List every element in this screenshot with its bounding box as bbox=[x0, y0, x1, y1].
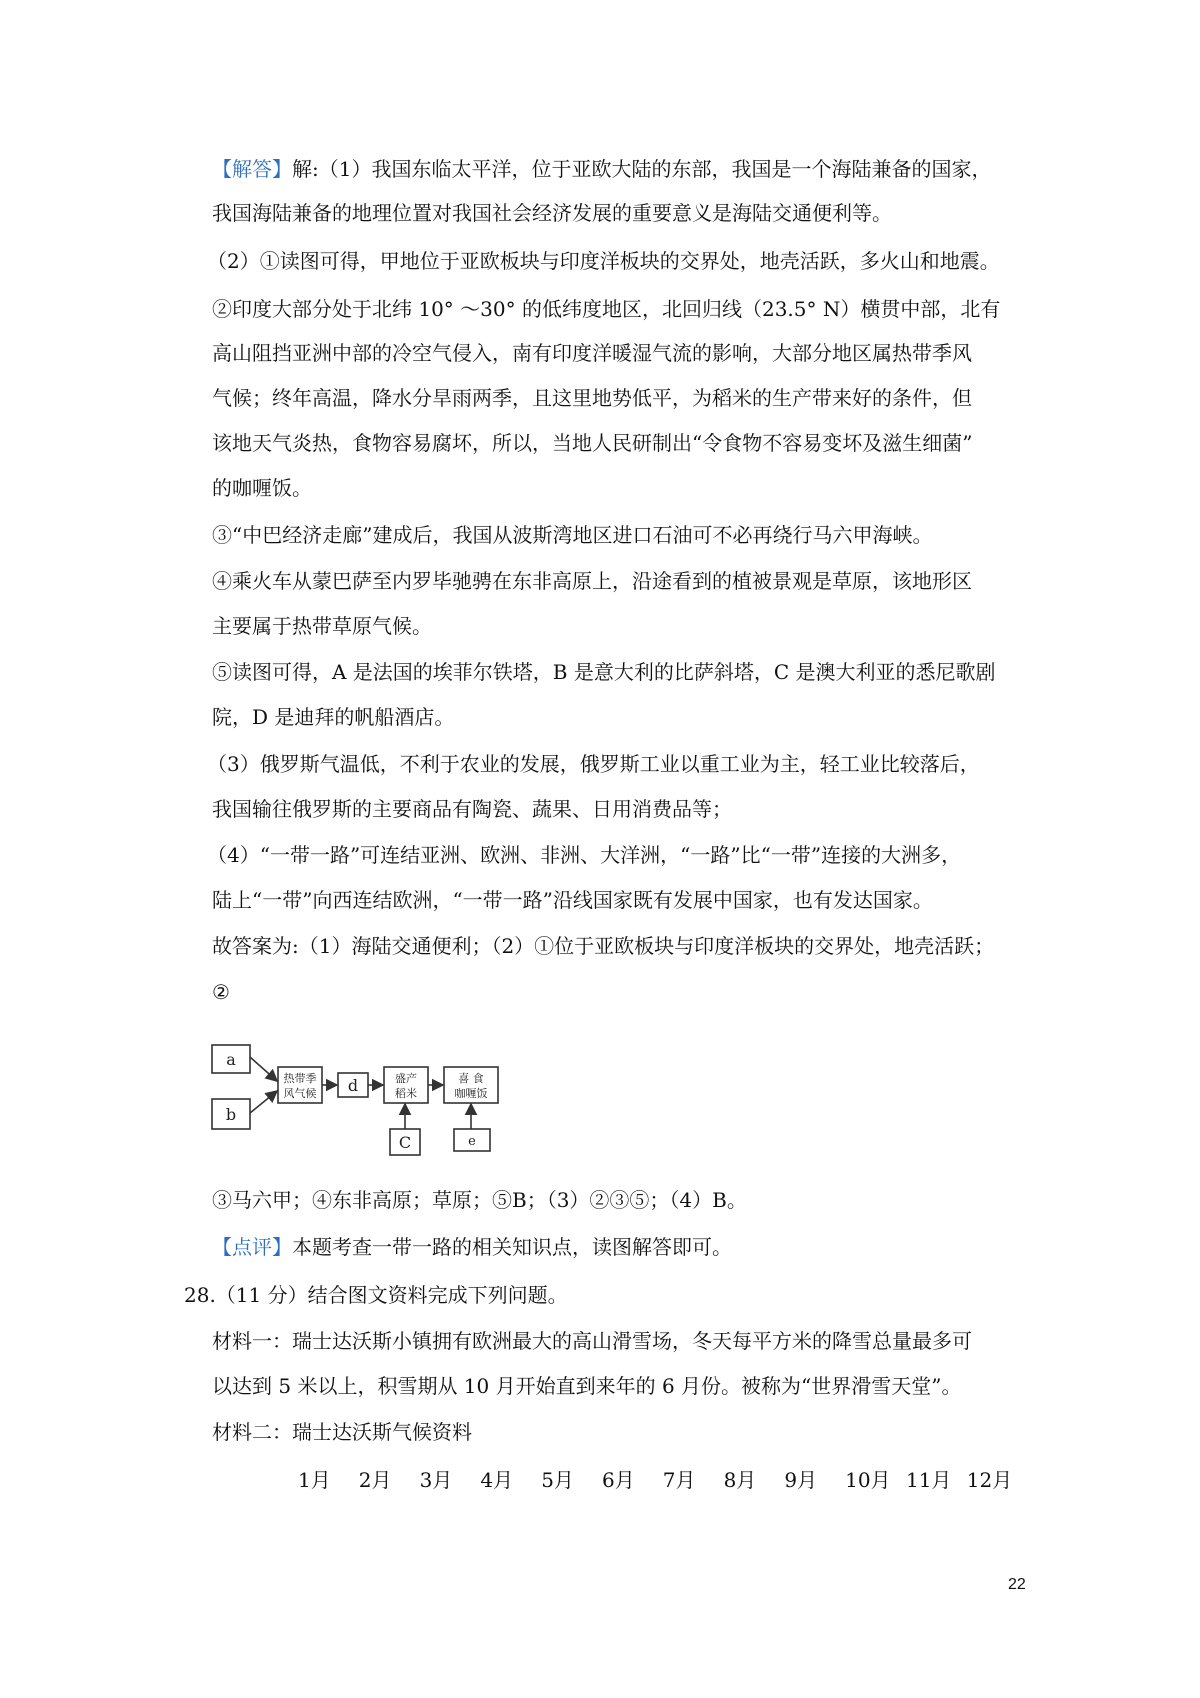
flow-diagram bbox=[210, 1043, 500, 1159]
answer-tag: 【解答】 bbox=[212, 157, 292, 181]
material-two-text: 材料二：瑞士达沃斯气候资料 bbox=[212, 1420, 472, 1444]
final-answer-text: ③马六甲；④东非高原；草原；⑤B；（3）②③⑤；（4）B。 bbox=[212, 1188, 747, 1212]
diagram-label-rice: 稻米 bbox=[395, 1087, 417, 1100]
diagram-label-food: 咖喱饭 bbox=[454, 1087, 488, 1100]
month-label: 12月 bbox=[966, 1468, 1013, 1492]
diagram-label-a: a bbox=[226, 1050, 236, 1069]
diagram-label-e: e bbox=[468, 1134, 476, 1149]
diagram-arrow bbox=[250, 1091, 277, 1113]
month-label: 6月 bbox=[601, 1468, 635, 1492]
answer-text: （4）“一带一路”可连结亚洲、欧洲、非洲、大洋洲，“一路”比“一带”连接的大洲多， bbox=[207, 843, 962, 867]
month-label: 9月 bbox=[784, 1468, 818, 1492]
answer-text: ⑤读图可得，A 是法国的埃菲尔铁塔，B 是意大利的比萨斜塔，C 是澳大利亚的悉尼歌剧 bbox=[212, 660, 996, 684]
diagram-arrow bbox=[250, 1057, 277, 1081]
final-answer-text: 故答案为:（1）海陆交通便利；（2）①位于亚欧板块与印度洋板块的交界处，地壳活跃； bbox=[212, 934, 995, 958]
diagram-label-monsoon: 风气候 bbox=[283, 1087, 317, 1100]
answer-text: （3）俄罗斯气温低，不利于农业的发展，俄罗斯工业以重工业为主，轻工业比较落后， bbox=[207, 752, 980, 776]
month-label: 7月 bbox=[662, 1468, 696, 1492]
answer-text: 陆上“一带”向西连结欧洲，“一带一路”沿线国家既有发展中国家，也有发达国家。 bbox=[212, 888, 933, 912]
answer-text: 我国海陆兼备的地理位置对我国社会经济发展的重要意义是海陆交通便利等。 bbox=[212, 201, 892, 225]
month-label: 3月 bbox=[419, 1468, 453, 1492]
month-label: 2月 bbox=[358, 1468, 392, 1492]
month-label: 4月 bbox=[480, 1468, 514, 1492]
answer-text: 该地天气炎热，食物容易腐坏，所以，当地人民研制出“令食物不容易变坏及滋生细菌” bbox=[212, 431, 973, 455]
answer-text: （2）①读图可得，甲地位于亚欧板块与印度洋板块的交界处，地壳活跃，多火山和地震。 bbox=[207, 249, 1000, 273]
answer-text: ③“中巴经济走廊”建成后，我国从波斯湾地区进口石油可不必再绕行马六甲海峡。 bbox=[212, 523, 933, 547]
answer-text: 我国输往俄罗斯的主要商品有陶瓷、蔬果、日用消费品等； bbox=[212, 797, 732, 821]
question-heading: 28.（11 分）结合图文资料完成下列问题。 bbox=[184, 1283, 568, 1307]
month-label: 10月 bbox=[845, 1468, 891, 1492]
comment-text: 本题考查一带一路的相关知识点，读图解答即可。 bbox=[292, 1235, 732, 1259]
diagram-label-c: C bbox=[398, 1133, 412, 1152]
answer-text: 主要属于热带草原气候。 bbox=[212, 614, 432, 638]
month-label: 8月 bbox=[723, 1468, 757, 1492]
answer-text: 院，D 是迪拜的帆船酒店。 bbox=[212, 705, 455, 729]
month-label: 11月 bbox=[905, 1468, 952, 1492]
material-one-text: 以达到 5 米以上，积雪期从 10 月开始直到来年的 6 月份。被称为“世界滑雪天堂”。 bbox=[212, 1374, 962, 1398]
month-label: 5月 bbox=[541, 1468, 574, 1492]
diagram-label-rice: 盛产 bbox=[395, 1072, 417, 1085]
answer-text: ②印度大部分处于北纬 10° ～30° 的低纬度地区，北回归线（23.5° N）横贯中部，北有 bbox=[212, 297, 1001, 321]
comment-section bbox=[212, 1233, 732, 1261]
answer-text: ④乘火车从蒙巴萨至内罗毕驰骋在东非高原上，沿途看到的植被景观是草原，该地形区 bbox=[212, 569, 972, 593]
month-label: 1月 bbox=[298, 1468, 331, 1492]
answer-text: 的咖喱饭。 bbox=[212, 476, 312, 500]
answer-text: 解:（1）我国东临太平洋，位于亚欧大陆的东部，我国是一个海陆兼备的国家， bbox=[292, 157, 992, 181]
answer-text: 高山阻挡亚洲中部的冷空气侵入，南有印度洋暖湿气流的影响，大部分地区属热带季风 bbox=[212, 341, 972, 365]
page-number: 22 bbox=[1008, 1576, 1026, 1593]
diagram-label-d: d bbox=[347, 1076, 359, 1095]
diagram-label-b: b bbox=[225, 1105, 237, 1124]
comment-tag: 【点评】 bbox=[212, 1235, 292, 1259]
diagram-label-food: 喜 食 bbox=[458, 1072, 484, 1085]
climate-table-month-header bbox=[298, 1466, 1028, 1494]
material-one-text: 材料一：瑞士达沃斯小镇拥有欧洲最大的高山滑雪场，冬天每平方米的降雪总量最多可 bbox=[212, 1329, 972, 1353]
answer-text: 气候；终年高温，降水分旱雨两季，且这里地势低平，为稻米的生产带来好的条件，但 bbox=[212, 386, 972, 410]
diagram-label-monsoon: 热带季 bbox=[283, 1072, 317, 1085]
final-answer-text: ② bbox=[212, 980, 230, 1004]
